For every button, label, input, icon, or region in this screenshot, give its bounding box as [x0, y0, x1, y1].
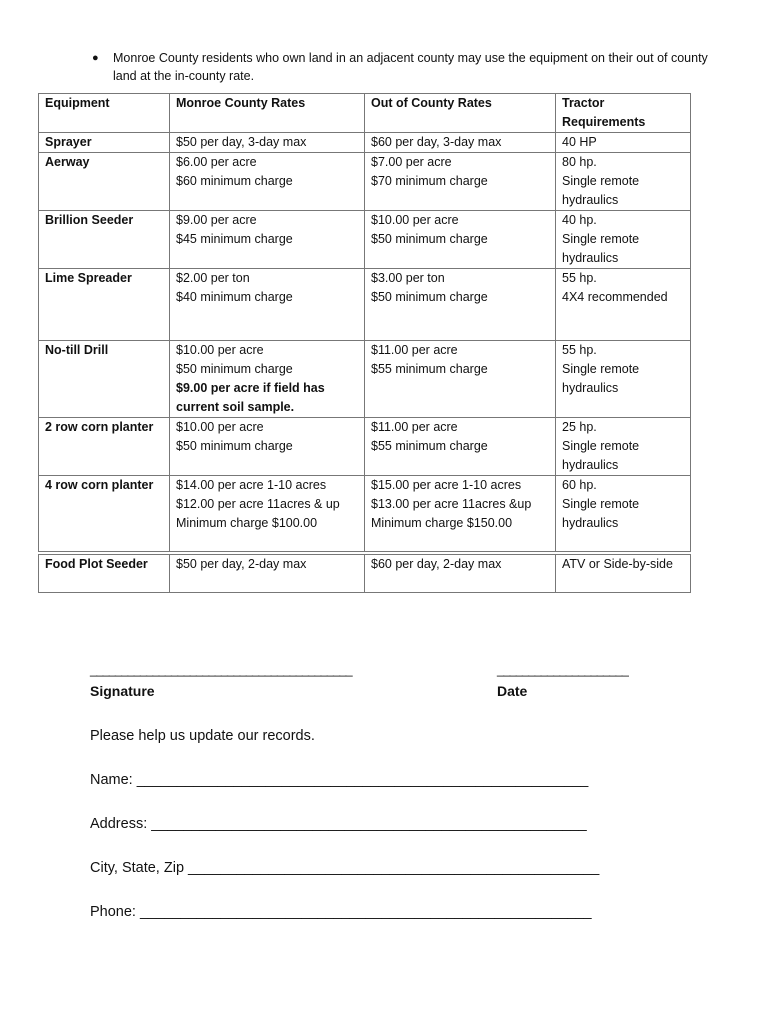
monroe-rate-cell	[170, 269, 365, 341]
note-bullet	[92, 49, 722, 85]
phone-field[interactable]: Phone: ________________________________________________________	[90, 904, 592, 920]
out-rate-cell	[365, 211, 556, 269]
cell-line: $13.00 per acre 11acres &up	[371, 497, 532, 511]
cell-line: hydraulics	[562, 251, 619, 265]
cell-line: $6.00 per acre	[176, 155, 257, 169]
bullet-dot-icon: ●	[92, 52, 99, 64]
cell-line: $10.00 per acre	[371, 213, 459, 227]
out-rate-cell	[365, 418, 556, 476]
cell-line: $9.00 per acre	[176, 213, 257, 227]
monroe-rate-cell	[170, 211, 365, 269]
monroe-rate-cell	[170, 341, 365, 418]
food-plot-table	[38, 554, 691, 593]
table-row	[39, 211, 691, 269]
monroe-rate-cell	[170, 476, 365, 552]
tractor-cell	[556, 269, 691, 341]
cell-line: $11.00 per acre	[371, 420, 458, 434]
tractor-cell	[556, 418, 691, 476]
equipment-cell: Aerway	[39, 153, 170, 211]
cell-line: $50 minimum charge	[371, 290, 488, 304]
cell-line: $50 minimum charge	[176, 362, 293, 376]
cell-line: 40 hp.	[562, 213, 597, 227]
header-out-of-county-rates: Out of County Rates	[365, 94, 556, 133]
cell-line: $55 minimum charge	[371, 439, 488, 453]
cell-line: Single remote	[562, 362, 640, 376]
tractor-cell: ATV or Side-by-side	[556, 555, 691, 593]
cell-line: $7.00 per acre	[371, 155, 452, 169]
equipment-cell: Lime Spreader	[39, 269, 170, 341]
cell-line: 55 hp.	[562, 343, 597, 357]
out-rate-cell	[365, 476, 556, 552]
table-row	[39, 269, 691, 341]
cell-line: $15.00 per acre 1-10 acres	[371, 478, 522, 492]
cell-line: $11.00 per acre	[371, 343, 458, 357]
tractor-cell	[556, 153, 691, 211]
cell-line: $12.00 per acre 11acres & up	[176, 497, 340, 511]
header-tractor-requirements: Tractor Requirements	[556, 94, 691, 133]
rates-table	[38, 93, 691, 552]
table-row	[39, 418, 691, 476]
monroe-rate-cell: $50 per day, 2-day max	[170, 555, 365, 593]
cell-line: $60 minimum charge	[176, 174, 293, 188]
cell-line: current soil sample.	[176, 400, 295, 414]
table-row	[39, 133, 691, 153]
city-state-zip-field[interactable]: City, State, Zip ___________________________________________________	[90, 860, 600, 876]
out-rate-cell: $60 per day, 2-day max	[365, 555, 556, 593]
monroe-rate-cell	[170, 133, 365, 153]
cell-line: Single remote	[562, 174, 640, 188]
out-rate-cell	[365, 153, 556, 211]
cell-line: Single remote	[562, 497, 640, 511]
cell-line: hydraulics	[562, 381, 619, 395]
cell-line: 80 hp.	[562, 155, 597, 169]
equipment-cell: Food Plot Seeder	[39, 555, 170, 593]
out-rate-cell	[365, 269, 556, 341]
cell-line: $55 minimum charge	[371, 362, 488, 376]
cell-line: 4X4 recommended	[562, 290, 668, 304]
table-row	[39, 341, 691, 418]
cell-line: $45 minimum charge	[176, 232, 293, 246]
tractor-cell	[556, 211, 691, 269]
cell-line: hydraulics	[562, 193, 619, 207]
cell-line: 60 hp.	[562, 478, 597, 492]
tractor-cell	[556, 133, 691, 153]
table-row	[39, 476, 691, 552]
cell-line: $10.00 per acre	[176, 420, 264, 434]
cell-line: $60 per day, 3-day max	[371, 135, 502, 149]
cell-line: 40 HP	[562, 135, 597, 149]
cell-line: 25 hp.	[562, 420, 597, 434]
tractor-cell	[556, 476, 691, 552]
cell-line: Minimum charge $100.00	[176, 516, 318, 530]
cell-line: $50 minimum charge	[371, 232, 488, 246]
cell-line: $50 per day, 3-day max	[176, 135, 307, 149]
cell-line: Single remote	[562, 232, 640, 246]
date-line[interactable]: _____________________	[497, 662, 628, 677]
date-label: Date	[497, 683, 528, 699]
cell-line: $10.00 per acre	[176, 343, 264, 357]
equipment-cell: No-till Drill	[39, 341, 170, 418]
cell-line: hydraulics	[562, 516, 619, 530]
name-field[interactable]: Name: ________________________________________________________	[90, 772, 589, 788]
table-header-row	[39, 94, 691, 133]
out-rate-cell	[365, 133, 556, 153]
equipment-cell: 4 row corn planter	[39, 476, 170, 552]
cell-line: $2.00 per ton	[176, 271, 250, 285]
cell-line: $50 minimum charge	[176, 439, 293, 453]
update-records-text: Please help us update our records.	[90, 728, 315, 744]
table-row	[39, 153, 691, 211]
cell-line: $40 minimum charge	[176, 290, 293, 304]
cell-line: $9.00 per acre if field has	[176, 381, 325, 395]
cell-line: Single remote	[562, 439, 640, 453]
cell-line: $70 minimum charge	[371, 174, 488, 188]
monroe-rate-cell	[170, 153, 365, 211]
out-rate-cell	[365, 341, 556, 418]
header-monroe-rates: Monroe County Rates	[170, 94, 365, 133]
note-text: Monroe County residents who own land in an adjacent county may use the equipment on their out of county land at the in-county rate.	[113, 51, 708, 83]
address-field[interactable]: Address: ______________________________________________________	[90, 816, 587, 832]
signature-line[interactable]: __________________________________________	[90, 662, 352, 677]
equipment-cell: Brillion Seeder	[39, 211, 170, 269]
cell-line: 55 hp.	[562, 271, 597, 285]
cell-line: $3.00 per ton	[371, 271, 445, 285]
monroe-rate-cell	[170, 418, 365, 476]
table-row	[39, 555, 691, 593]
cell-line: Minimum charge $150.00	[371, 516, 513, 530]
equipment-cell: Sprayer	[39, 133, 170, 153]
tractor-cell	[556, 341, 691, 418]
header-equipment: Equipment	[39, 94, 170, 133]
cell-line: $14.00 per acre 1-10 acres	[176, 478, 327, 492]
signature-label: Signature	[90, 683, 155, 699]
equipment-cell: 2 row corn planter	[39, 418, 170, 476]
cell-line: hydraulics	[562, 458, 619, 472]
